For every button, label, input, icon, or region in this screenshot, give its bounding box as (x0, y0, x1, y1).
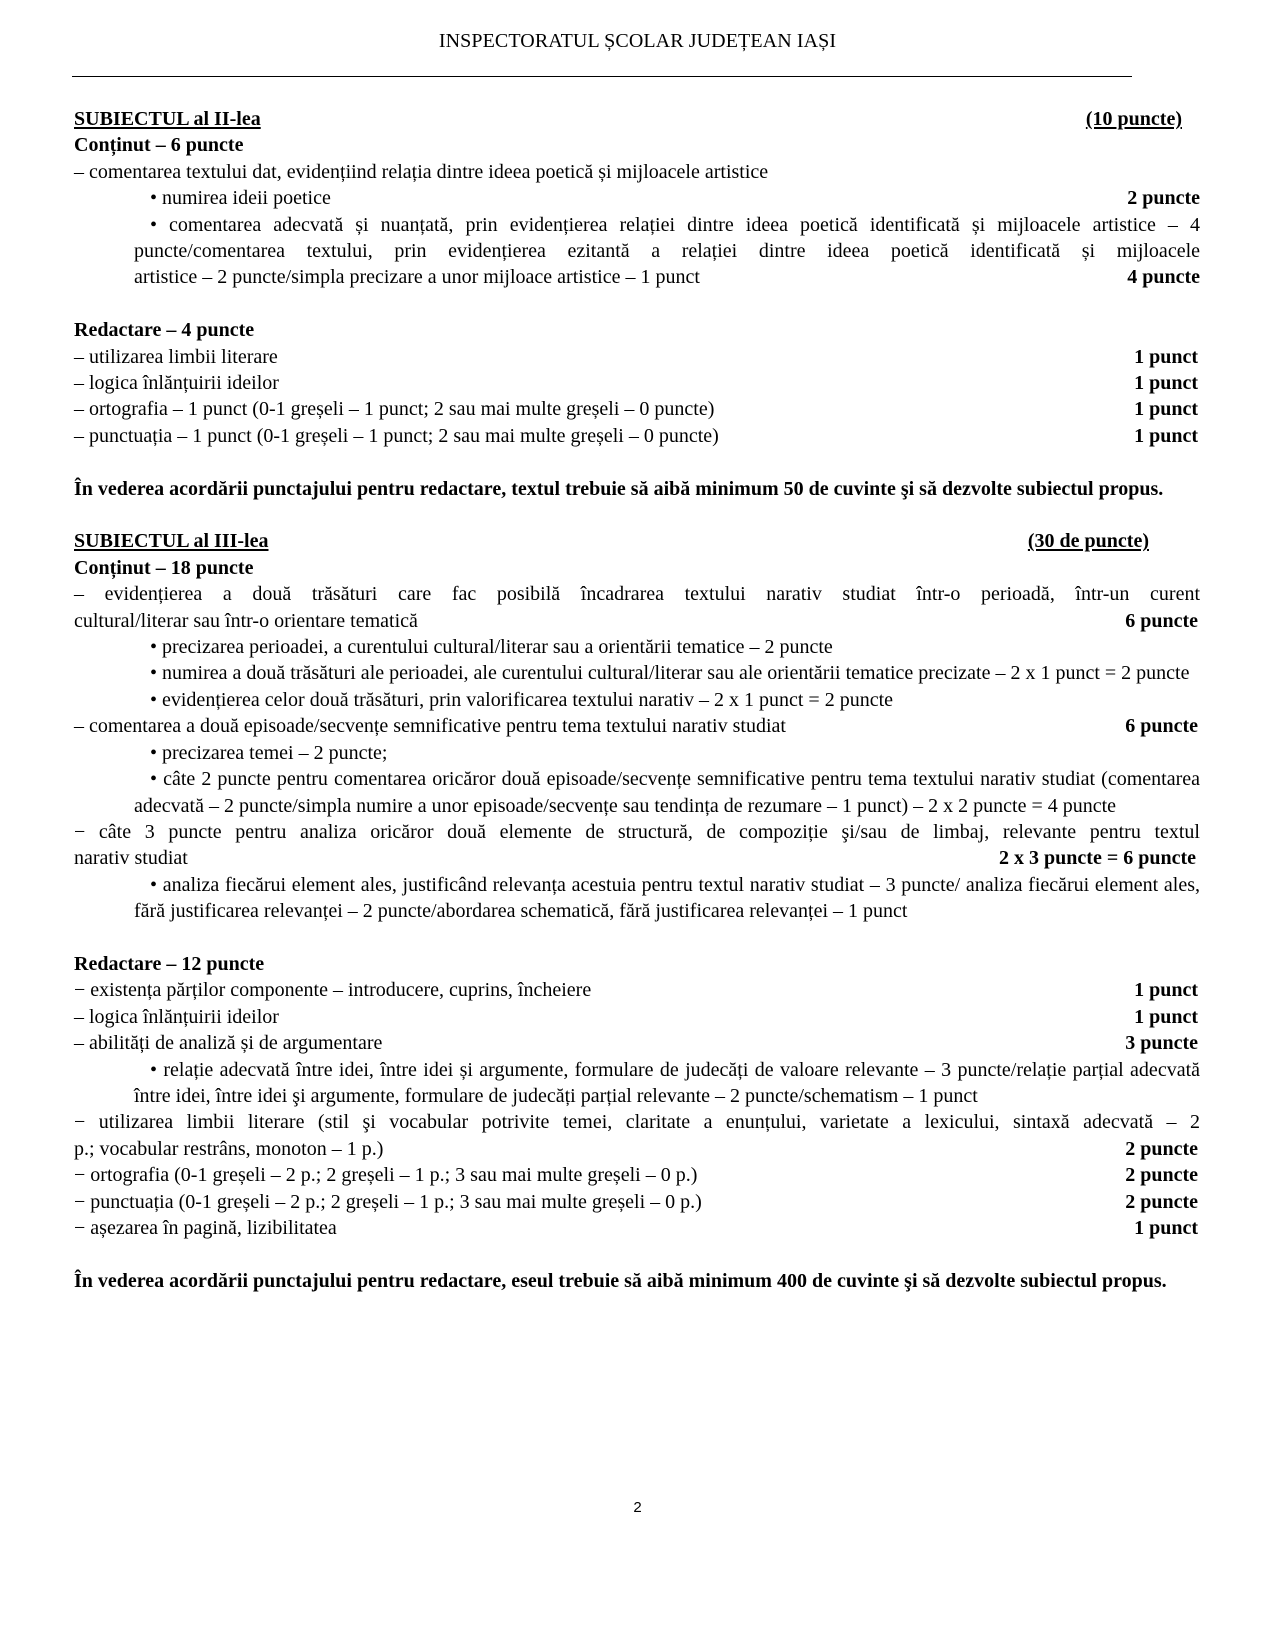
section-3-criterion-1-end: cultural/literar sau într-o orientare tematică 6 puncte (74, 608, 1200, 634)
section-3-redactare-item-end: p.; vocabular restrâns, monoton – 1 p.) 2 puncte (74, 1136, 1200, 1162)
page-number: 2 (633, 1499, 642, 1516)
section-2-redactare-item: – utilizarea limbii literare 1 punct (74, 344, 1200, 370)
points-label: 3 puncte (1125, 1032, 1198, 1055)
section-3-redactare-item: – logica înlănțuirii ideilor 1 punct (74, 1004, 1200, 1030)
section-3-points: (30 de puncte) (1027, 530, 1149, 553)
section-3-content-heading: Conținut – 18 puncte (74, 556, 254, 579)
section-3-redactare-item: − existența părților componente – introducere, cuprins, încheiere 1 punct (74, 977, 1200, 1003)
section-2-content-heading: Conținut – 6 puncte (74, 134, 244, 157)
section-3-criterion-1: – evidențierea a două trăsături care fac posibilă încadrarea textului narativ studiat într-o perioadă, într-un curent (74, 583, 1200, 606)
points-label: 1 punct (1134, 979, 1198, 1002)
section-2-title: SUBIECTUL al II-lea (10 puncte) (74, 106, 1182, 132)
section-2-points: (10 puncte) (1085, 108, 1182, 130)
points-label: 6 puncte (1125, 609, 1198, 632)
points-label: 2 puncte (1125, 1137, 1198, 1160)
points-label: 2 puncte (1127, 187, 1200, 210)
section-3-redactare-item: – abilități de analiză și de argumentare 3 puncte (74, 1030, 1200, 1056)
section-2-redactare-heading: Redactare – 4 puncte (74, 319, 255, 342)
section-3-criterion-3-bullet: • analiza fiecărui element ales, justificând relevanța acestuia pentru textul narativ studiat – 3 puncte/ analiza fiecărui element ales, fără justificarea relevanței – 2 puncte/abordarea schematică, fără justificarea relevanței – 1 punct (134, 873, 1200, 923)
section-3-criterion-2: – comentarea a două episoade/secvențe semnificative pentru tema textului narativ studiat 6 puncte (74, 713, 1200, 739)
points-label: 2 x 3 puncte = 6 puncte (999, 847, 1196, 870)
section-2-bullet-2: • comentarea adecvată și nuanțată, prin evidențierea relației dintre ideea poetică identificată și mijloacele artistice – 4 puncte/comentarea textului, prin evidențierea ezitantă a relației dintre ideea poetică identificată și mijloacele (134, 213, 1200, 263)
section-3-redactare-item: − ortografia (0-1 greșeli – 2 p.; 2 greșeli – 1 p.; 3 sau mai multe greșeli – 0 p.) 2 puncte (74, 1162, 1200, 1188)
header-divider (72, 76, 1132, 77)
section-3-redactare-bullet: • relație adecvată între idei, între idei și argumente, formulare de judecăți de valoare relevante – 3 puncte/relație parțial adecvată între idei, între idei şi argumente, formulare de judecăți parțial relevante – 2 puncte/schematism – 1 punct (134, 1058, 1200, 1107)
section-3-redactare-heading: Redactare – 12 puncte (74, 952, 265, 975)
section-3-criterion-1-bullet: • evidențierea celor două trăsături, prin valorificarea textului narativ – 2 x 1 punct = 2 puncte (150, 688, 893, 711)
section-2-bullet-2-end: artistice – 2 puncte/simpla precizare a unor mijloace artistice – 1 punct 4 puncte (74, 264, 1200, 290)
points-label: 1 punct (1134, 372, 1198, 395)
section-2-redactare-item: – logica înlănțuirii ideilor 1 punct (74, 370, 1200, 396)
section-3-criterion-2-bullet: • precizarea temei – 2 puncte; (150, 741, 388, 764)
points-label: 4 puncte (1127, 266, 1200, 289)
points-label: 1 punct (1134, 424, 1198, 447)
section-2-redactare-item: – ortografia – 1 punct (0-1 greșeli – 1 punct; 2 sau mai multe greșeli – 0 puncte) 1 punct (74, 396, 1200, 422)
section-2-note: În vederea acordării punctajului pentru redactare, textul trebuie să aibă minimum 50 de cuvinte şi să dezvolte subiectul propus. (74, 477, 1164, 500)
points-label: 2 puncte (1125, 1190, 1198, 1213)
section-3-criterion-3-end: narativ studiat 2 x 3 puncte = 6 puncte (74, 845, 1200, 871)
page-header: INSPECTORATUL ȘCOLAR JUDEȚEAN IAȘI (438, 30, 837, 52)
section-3-redactare-item: − utilizarea limbii literare (stil şi vocabular potrivite temei, claritate a enunțului, varietate a lexicului, sintaxă adecvată – 2 (74, 1111, 1200, 1134)
points-label: 1 punct (1134, 398, 1198, 421)
section-2-content-intro: – comentarea textului dat, evidențiind relația dintre ideea poetică și mijloacele artistice (74, 160, 769, 183)
section-3-criterion-1-bullet: • numirea a două trăsături ale perioadei, ale curentului cultural/literar sau ale orientării tematice precizate – 2 x 1 punct = 2 puncte (150, 662, 1190, 685)
section-3-title: SUBIECTUL al III-lea (30 de puncte) (74, 528, 1149, 554)
section-3-criterion-2-bullet: • câte 2 puncte pentru comentarea oricăror două episoade/secvențe semnificative pentru tema textului narativ studiat (comentarea adecvată – 2 puncte/simpla numire a unor episoade/secvențe sau tendința de rezumare – 1 punct) – 2 x 2 puncte = 4 puncte (134, 768, 1200, 817)
points-label: 1 punct (1134, 345, 1198, 368)
section-3-criterion-1-bullet: • precizarea perioadei, a curentului cultural/literar sau a orientării tematice – 2 puncte (150, 636, 833, 659)
section-2-redactare-item: – punctuația – 1 punct (0-1 greșeli – 1 punct; 2 sau mai multe greșeli – 0 puncte) 1 punct (74, 423, 1200, 449)
section-2-bullet-1: • numirea ideii poetice 2 puncte (74, 185, 1200, 211)
section-3-note: În vederea acordării punctajului pentru redactare, eseul trebuie să aibă minimum 400 de cuvinte şi să dezvolte subiectul propus. (74, 1269, 1167, 1292)
points-label: 2 puncte (1125, 1164, 1198, 1187)
points-label: 6 puncte (1125, 715, 1198, 738)
points-label: 1 punct (1134, 1005, 1198, 1028)
page-content (74, 106, 1200, 1294)
section-3-redactare-item: − așezarea în pagină, lizibilitatea 1 punct (74, 1215, 1200, 1241)
section-3-criterion-3: − câte 3 puncte pentru analiza oricăror două elemente de structură, de compoziție şi/sau de limbaj, relevante pentru textul (74, 820, 1200, 843)
points-label: 1 punct (1134, 1217, 1198, 1239)
section-3-redactare-item: − punctuația (0-1 greșeli – 2 p.; 2 greșeli – 1 p.; 3 sau mai multe greșeli – 0 p.) 2 puncte (74, 1189, 1200, 1215)
